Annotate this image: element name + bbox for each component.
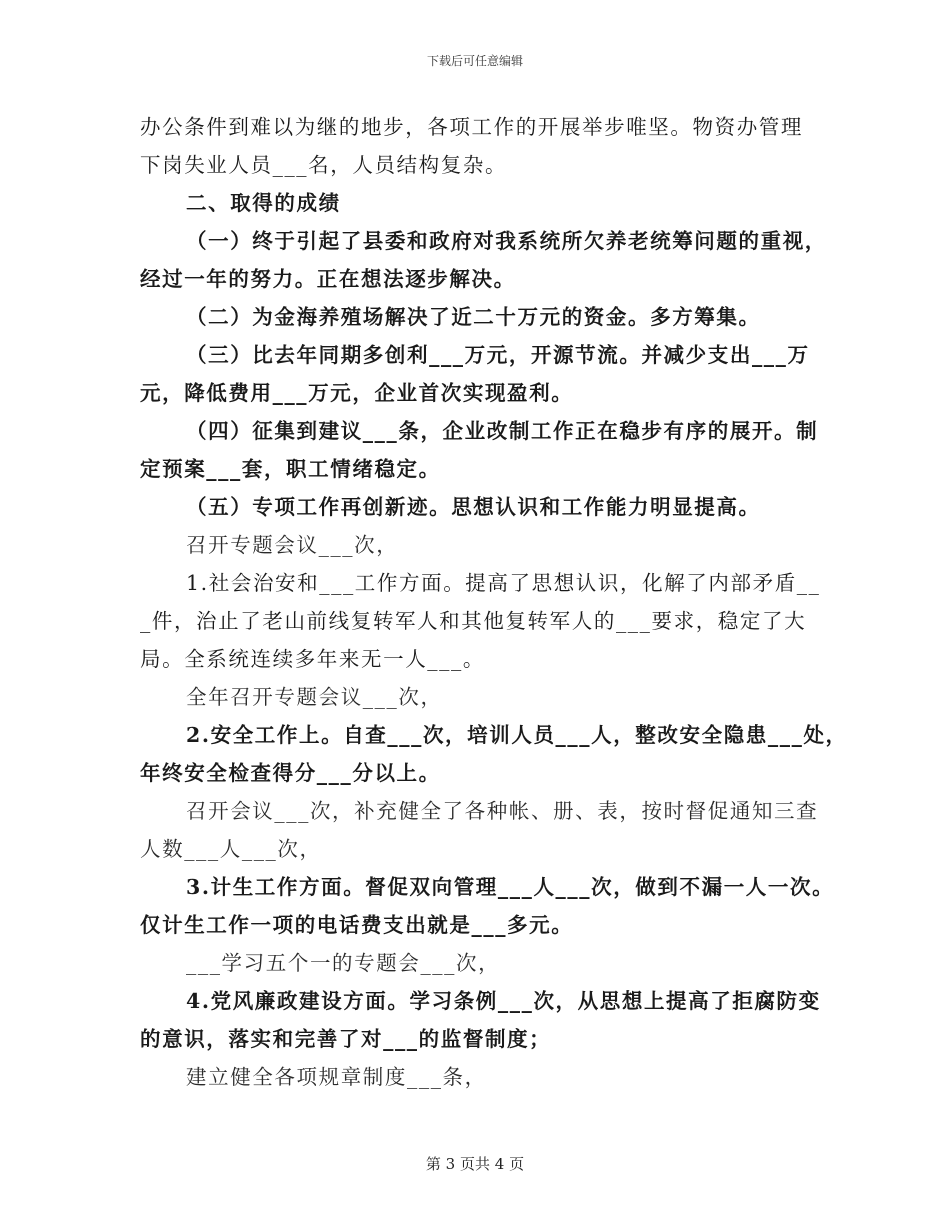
body-line: 全年召开专题会议___次， — [186, 685, 443, 709]
body-line: 2.安全工作上。自查___次，培训人员___人，整改安全隐患___处， — [186, 723, 848, 747]
body-line: 的意识，落实和完善了对___的监督制度； — [140, 1027, 552, 1051]
body-line: _件，治止了老山前线复转军人和其他复转军人的___要求，稳定了大 — [140, 609, 807, 633]
body-line: 元，降低费用___万元，企业首次实现盈利。 — [140, 381, 574, 405]
page-number: 第 3 页共 4 页 — [425, 1155, 525, 1173]
page-header: 下载后可任意编辑 — [426, 54, 523, 68]
body-line: 召开专题会议___次， — [186, 533, 399, 557]
body-line: 1.社会治安和___工作方面。提高了思想认识，化解了内部矛盾__ — [186, 571, 821, 595]
body-line: 办公条件到难以为继的地步，各项工作的开展举步唯坚。物资办管理 — [140, 115, 803, 139]
body-line: （二）为金海养殖场解决了近二十万元的资金。多方筹集。 — [186, 305, 761, 329]
body-line: 召开会议___次，补充健全了各种帐、册、表，按时督促通知三查 — [186, 799, 819, 823]
body-line: 仅计生工作一项的电话费支出就是___多元。 — [140, 913, 574, 937]
body-line: 经过一年的努力。正在想法逐步解决。 — [140, 267, 516, 291]
body-line: 人数___人___次， — [140, 837, 322, 861]
body-line: ___学习五个一的专题会___次， — [186, 951, 501, 975]
body-line: （一）终于引起了县委和政府对我系统所欠养老统筹问题的重视， — [186, 229, 827, 253]
body-line: 3.计生工作方面。督促双向管理___人___次，做到不漏一人一次。 — [186, 875, 835, 899]
body-line: 年终安全检查得分___分以上。 — [140, 761, 441, 785]
document-body — [140, 108, 848, 1096]
body-line: （五）专项工作再创新迹。思想认识和工作能力明显提高。 — [186, 495, 761, 519]
body-line: 局。全系统连续多年来无一人___。 — [140, 647, 485, 671]
body-line: 4.党风廉政建设方面。学习条例___次，从思想上提高了拒腐防变 — [186, 989, 821, 1013]
section-heading: 二、取得的成绩 — [186, 191, 341, 215]
body-line: 建立健全各项规章制度___条， — [186, 1065, 487, 1089]
body-line: （四）征集到建议___条，企业改制工作正在稳步有序的展开。制 — [186, 419, 819, 443]
body-line: 下岗失业人员___名，人员结构复杂。 — [140, 153, 508, 177]
body-line: 定预案___套，职工情绪稳定。 — [140, 457, 441, 481]
body-line: （三）比去年同期多创利___万元，开源节流。并减少支出___万 — [186, 343, 810, 367]
